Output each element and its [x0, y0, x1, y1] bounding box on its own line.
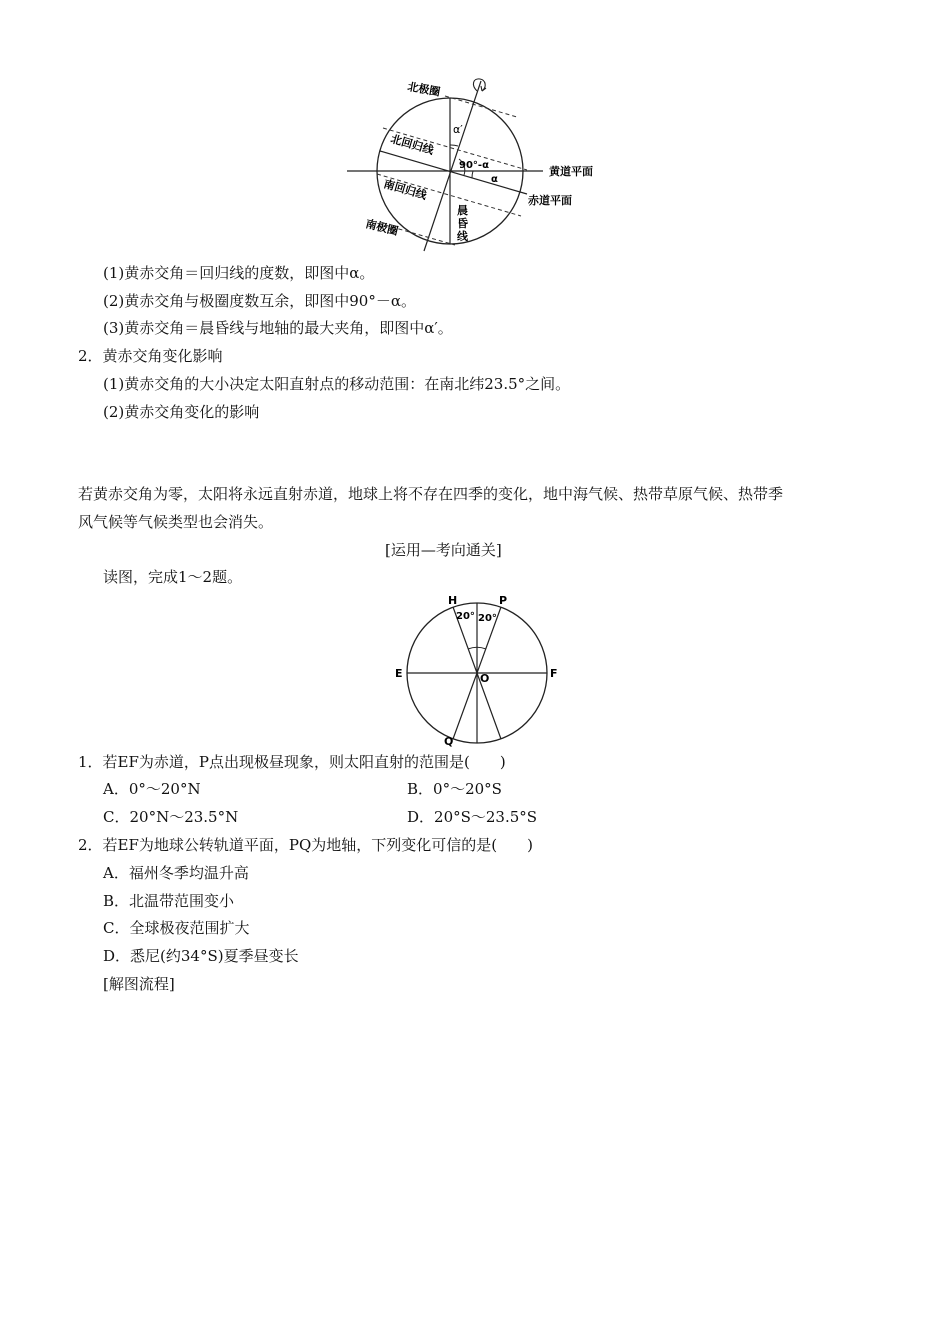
- q1-option-b[interactable]: B．0°～20°S: [407, 780, 502, 798]
- ecliptic-diagram-svg: [345, 75, 610, 255]
- section2-item-2: (2)黄赤交角变化的影响: [103, 403, 260, 421]
- section1-item-3: (3)黄赤交角＝晨昏线与地轴的最大夹角，即图中α′。: [103, 319, 453, 337]
- section2-heading: 2．黄赤交角变化影响: [78, 347, 223, 365]
- circle-diagram-svg: [392, 593, 562, 751]
- label-north-polar-circle: 北极圈: [406, 80, 442, 99]
- figure-ecliptic-obliquity: [345, 75, 610, 255]
- solution-heading: [解图流程]: [103, 975, 175, 993]
- label-tropic-cancer: 北回归线: [389, 132, 436, 158]
- q1-stem: 1．若EF为赤道，P点出现极昼现象，则太阳直射的范围是( ): [78, 753, 506, 771]
- section1-item-2: (2)黄赤交角与极圈度数互余，即图中90°－α。: [103, 292, 416, 310]
- q1-option-a[interactable]: A．0°～20°N: [103, 780, 201, 798]
- label-ninety-minus-alpha: 90°-α: [459, 160, 489, 171]
- label-terminator-3: 线: [457, 230, 468, 243]
- alpha-prime-arc: [450, 145, 458, 146]
- label-equator-plane: 赤道平面: [528, 194, 572, 207]
- label-e: E: [395, 667, 403, 680]
- q1-option-d[interactable]: D．20°S～23.5°S: [407, 808, 538, 826]
- north-polar-circle-line: [445, 96, 517, 117]
- q2-option-d[interactable]: D．悉尼(约34°S)夏季昼变长: [103, 947, 299, 965]
- label-angle-1: 20°: [456, 611, 475, 622]
- q2-stem: 2．若EF为地球公转轨道平面，PQ为地轴，下列变化可信的是( ): [78, 836, 533, 854]
- label-south-polar-circle: 南极圈: [364, 217, 400, 238]
- label-alpha-prime: α′: [453, 123, 463, 136]
- label-angle-2: 20°: [478, 613, 497, 624]
- figure-circle-hpef: [392, 593, 562, 751]
- instruction: 读图，完成1～2题。: [103, 568, 243, 586]
- q2-option-b[interactable]: B．北温带范围变小: [103, 892, 235, 910]
- label-tropic-capricorn: 南回归线: [382, 177, 429, 203]
- label-q: Q: [444, 735, 454, 748]
- section2-item-1: (1)黄赤交角的大小决定太阳直射点的移动范围：在南北纬23.5°之间。: [103, 375, 571, 393]
- label-p: P: [499, 594, 508, 607]
- label-h: H: [448, 594, 458, 607]
- apply-heading: [运用—考向通关]: [385, 541, 502, 559]
- paragraph-line-2: 风气候等气候类型也会消失。: [78, 513, 274, 531]
- section1-item-1: (1)黄赤交角＝回归线的度数，即图中α。: [103, 264, 375, 282]
- label-ecliptic-plane: 黄道平面: [549, 165, 593, 178]
- paragraph-line-1: 若黄赤交角为零，太阳将永远直射赤道，地球上将不存在四季的变化，地中海气候、热带草原气候、热带季: [78, 485, 784, 503]
- q2-option-c[interactable]: C．全球极夜范围扩大: [103, 919, 250, 937]
- q2-option-a[interactable]: A．福州冬季均温升高: [103, 864, 249, 882]
- alpha-arc: [472, 171, 473, 178]
- label-o: O: [480, 672, 490, 685]
- label-alpha: α: [491, 174, 498, 185]
- q1-option-c[interactable]: C．20°N～23.5°N: [103, 808, 239, 826]
- label-terminator-1: 晨: [457, 204, 468, 217]
- label-f: F: [550, 667, 558, 680]
- label-terminator-2: 昏: [457, 217, 468, 230]
